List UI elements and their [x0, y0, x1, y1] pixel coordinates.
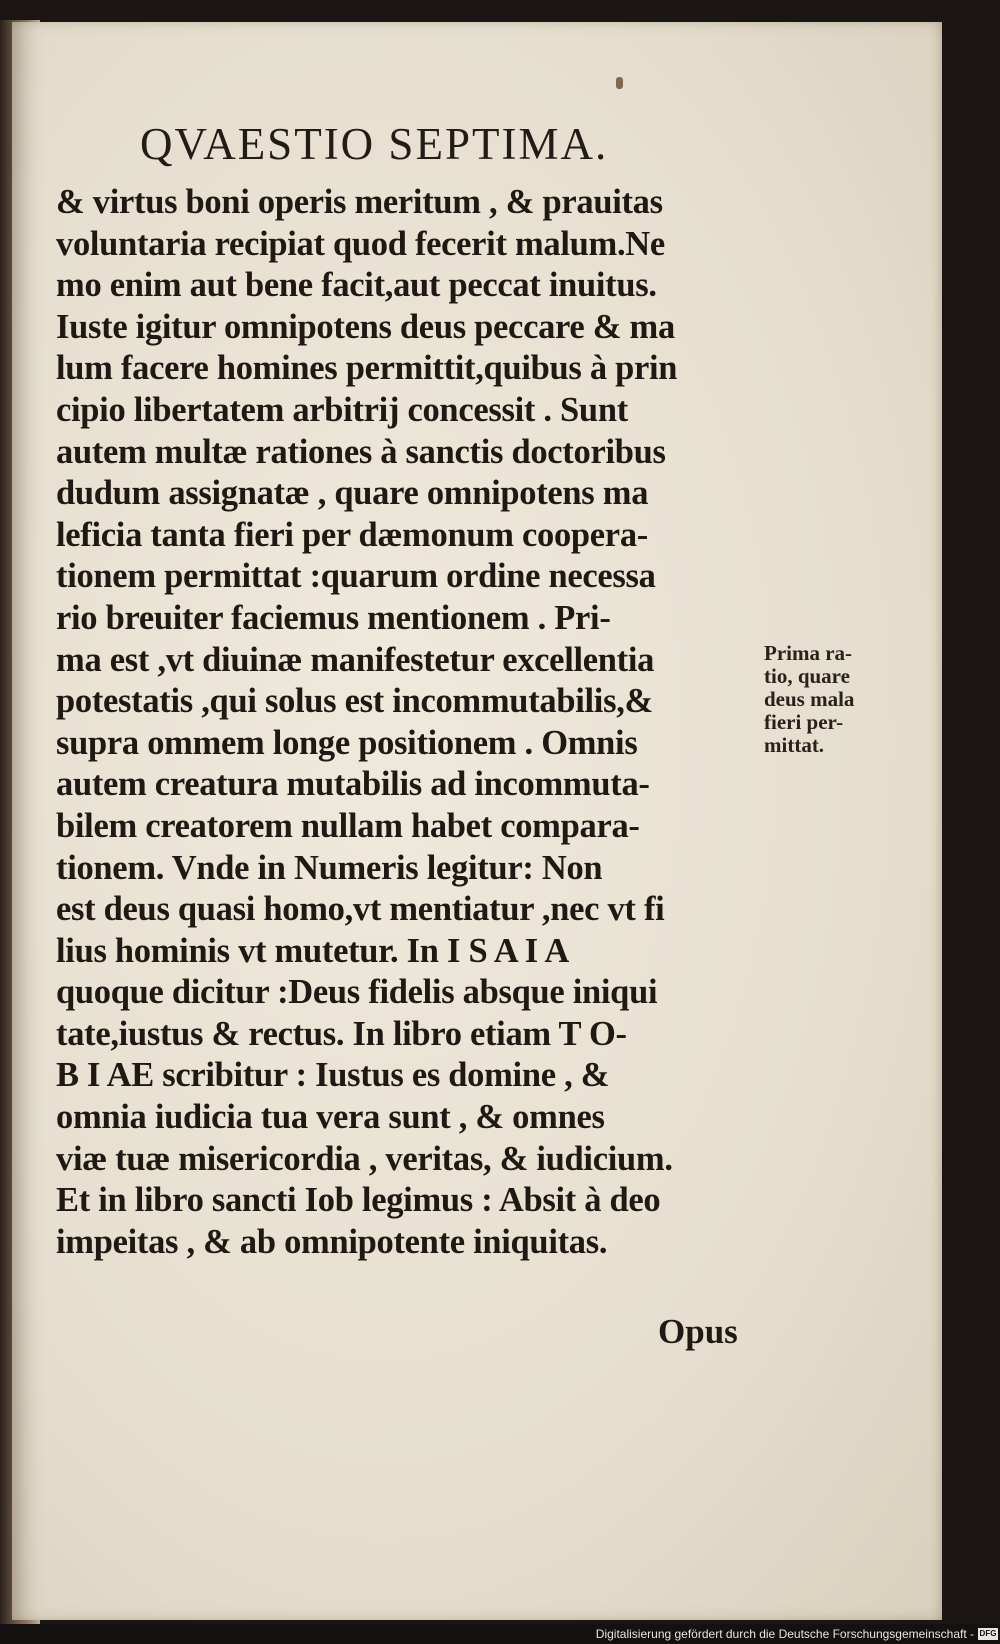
- text-line: dudum assignatæ , quare omnipotens ma: [56, 474, 649, 513]
- text-line: Iuste igitur omnipotens deus peccare & ma: [56, 307, 675, 346]
- text-line: Et in libro sancti Iob legimus : Absit à deo: [56, 1181, 661, 1220]
- text-line: ma est ,vt diuinæ manifestetur excellentia: [56, 640, 655, 679]
- text-line: lum facere homines permittit,quibus à prin: [56, 349, 678, 388]
- marginal-line: tio, quare: [764, 664, 850, 688]
- footer-credit: Digitalisierung gefördert durch die Deutsche Forschungsgemeinschaft -: [595, 1627, 974, 1641]
- text-line: mo enim aut bene facit,aut peccat inuitus.: [56, 266, 657, 305]
- marginal-line: Prima ra-: [764, 641, 853, 665]
- text-line: cipio libertatem arbitrij concessit . Sunt: [56, 390, 628, 429]
- text-line: quoque dicitur :Deus fidelis absque iniqui: [56, 973, 658, 1012]
- text-line: tionem. Vnde in Numeris legitur: Non: [56, 848, 603, 887]
- text-line: tate,iustus & rectus. In libro etiam T O-: [56, 1014, 627, 1053]
- ink-mark: [616, 77, 623, 89]
- catchword: Opus: [658, 1312, 738, 1351]
- text-line: voluntaria recipiat quod fecerit malum.Ne: [56, 224, 665, 263]
- running-head: QVAESTIO SEPTIMA.: [140, 119, 609, 169]
- text-line: rio breuiter faciemus mentionem . Pri-: [56, 598, 611, 637]
- text-line: viæ tuæ misericordia , veritas, & iudicium.: [56, 1139, 673, 1178]
- marginal-line: deus mala: [764, 687, 855, 711]
- text-line: bilem creatorem nullam habet compara-: [56, 806, 640, 845]
- text-line: autem multæ rationes à sanctis doctoribus: [56, 432, 666, 471]
- text-line: supra ommem longe positionem . Omnis: [56, 723, 638, 762]
- text-line: est deus quasi homo,vt mentiatur ,nec vt fi: [56, 890, 665, 929]
- dfg-logo: DFG: [979, 1629, 997, 1638]
- text-line: omnia iudicia tua vera sunt , & omnes: [56, 1098, 605, 1137]
- text-line: & virtus boni operis meritum , & prauitas: [56, 183, 663, 221]
- text-line: autem creatura mutabilis ad incommuta-: [56, 765, 650, 804]
- text-line: potestatis ,qui solus est incommutabilis,&: [56, 682, 653, 721]
- marginal-note: [764, 642, 894, 757]
- text-line: B I AE scribitur : Iustus es domine , &: [56, 1056, 610, 1095]
- main-text: [56, 182, 756, 1263]
- text-line: impeitas , & ab omnipotente iniquitas.: [56, 1222, 608, 1261]
- marginal-line: mittat.: [764, 733, 825, 757]
- text-line: tionem permittat :quarum ordine necessa: [56, 557, 656, 596]
- marginal-line: fieri per-: [764, 710, 844, 734]
- text-line: lius hominis vt mutetur. In I S A I A: [56, 931, 569, 970]
- text-line: leficia tanta fieri per dæmonum coopera-: [56, 515, 648, 554]
- book-page: [12, 22, 942, 1620]
